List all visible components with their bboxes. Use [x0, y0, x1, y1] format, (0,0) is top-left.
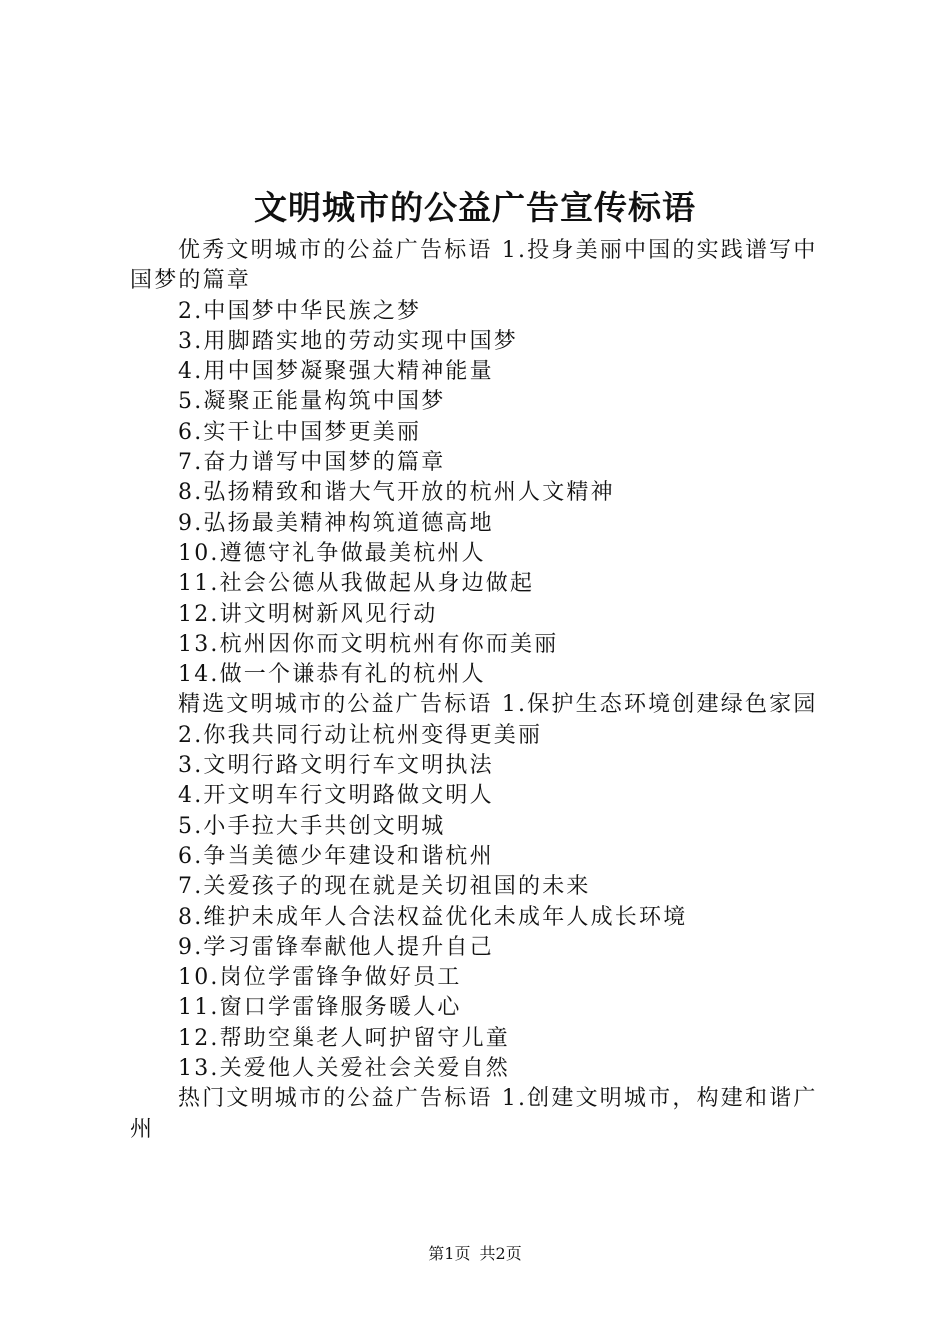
list-item: 11.窗口学雷锋服务暖人心: [178, 995, 462, 1021]
section-intro-1: 优秀文明城市的公益广告标语 1.投身美丽中国的实践谱写中国梦的篇章: [130, 238, 818, 294]
list-item: 8.弘扬精致和谐大气开放的杭州人文精神: [178, 480, 615, 506]
page-number: 第1页: [428, 1244, 471, 1263]
list-item: 7.关爱孩子的现在就是关切祖国的未来: [178, 874, 591, 900]
list-item: 3.文明行路文明行车文明执法: [178, 753, 494, 779]
list-item: 12.帮助空巢老人呵护留守儿童: [178, 1025, 510, 1051]
list-item: 9.弘扬最美精神构筑道德高地: [178, 510, 494, 536]
list-item: 6.实干让中国梦更美丽: [178, 419, 422, 445]
list-item: 2.你我共同行动让杭州变得更美丽: [178, 722, 543, 748]
list-item: 10.遵德守礼争做最美杭州人: [178, 540, 486, 566]
list-item: 10.岗位学雷锋争做好员工: [178, 965, 462, 991]
list-item: 4.用中国梦凝聚强大精神能量: [178, 359, 494, 385]
section-intro-2: 精选文明城市的公益广告标语 1.保护生态环境创建绿色家园: [178, 692, 818, 718]
list-item: 12.讲文明树新风见行动: [178, 601, 438, 627]
list-item: 8.维护未成年人合法权益优化未成年人成长环境: [178, 904, 688, 930]
section-intro-3: 热门文明城市的公益广告标语 1.创建文明城市，构建和谐广州: [130, 1086, 818, 1142]
list-item: 2.中国梦中华民族之梦: [178, 298, 422, 324]
list-item: 5.小手拉大手共创文明城: [178, 813, 446, 839]
list-item: 5.凝聚正能量构筑中国梦: [178, 389, 446, 415]
page-total: 共2页: [479, 1244, 522, 1263]
page-footer: [0, 1243, 950, 1265]
list-item: 11.社会公德从我做起从身边做起: [178, 571, 535, 597]
list-item: 13.关爱他人关爱社会关爱自然: [178, 1056, 510, 1082]
page-title: 文明城市的公益广告宣传标语: [254, 188, 696, 227]
list-item: 7.奋力谱写中国梦的篇章: [178, 450, 446, 476]
list-item: 6.争当美德少年建设和谐杭州: [178, 843, 494, 869]
document-body: [130, 236, 830, 1145]
list-item: 9.学习雷锋奉献他人提升自己: [178, 934, 494, 960]
list-item: 13.杭州因你而文明杭州有你而美丽: [178, 631, 559, 657]
list-item: 14.做一个谦恭有礼的杭州人: [178, 662, 486, 688]
list-item: 4.开文明车行文明路做文明人: [178, 783, 494, 809]
list-item: 3.用脚踏实地的劳动实现中国梦: [178, 328, 518, 354]
